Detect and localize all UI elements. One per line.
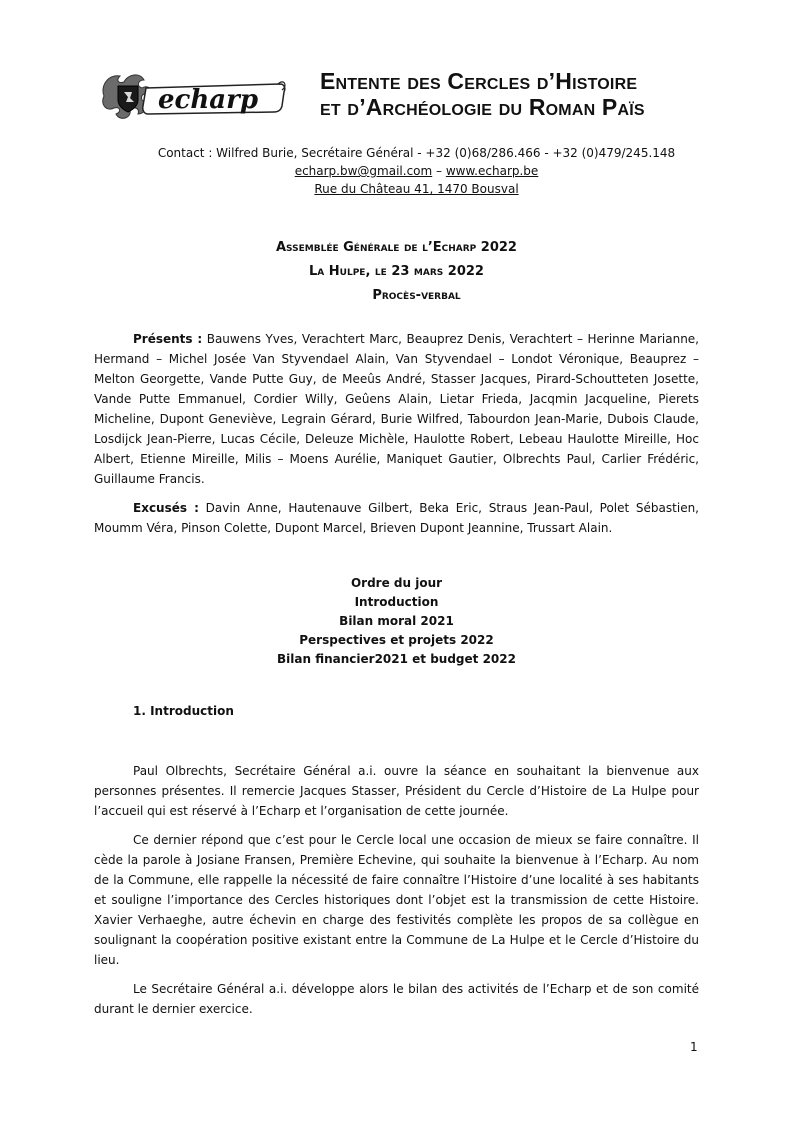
document-type: Procès-verbal — [372, 288, 461, 303]
logo-wordmark: echarp — [158, 85, 259, 115]
section-heading: 1. Introduction — [133, 704, 234, 718]
document-heading — [0, 236, 793, 308]
paragraph: Ce dernier répond que c’est pour le Cercle local une occasion de mieux se faire connaître. Il cède la parole à Josiane Fransen, Première Echevine, qui souhaite la bienvenue à l’Echarp. Au nom de la Commune, elle rappelle la nécessité de faire connaître l’Histoire d’une localité à ses habitants et souligne l’importance des Cercles historiques dont l’objet est la transmission de cette Histoire. Xavier Verhaeghe, autre échevin en charge des festivités complète les propos de sa collègue en soulignant la coopération positive existant entre la Commune de La Hulpe et le Cercle d’Histoire du lieu. — [94, 833, 699, 967]
excused-list: Davin Anne, Hautenauve Gilbert, Beka Eric, Straus Jean-Paul, Polet Sébastien, Moumm Véra, Pinson Colette, Dupont Marcel, Brieven Dupont Jeannine, Trussart Alain. — [94, 501, 699, 535]
present-list: Bauwens Yves, Verachtert Marc, Beauprez Denis, Verachtert – Herinne Marianne, Hermand – Michel Josée Van Styvendael Alain, Van Styvendael – Londot Véronique, Beauprez – Melton Georgette, Vande Putte Guy, de Meeûs André, Stasser Jacques, Pirard-Schoutteten Josette, Vande Putte Emmanuel, Cordier Willy, Geûens Alain, Lietar Frieda, Jacqmin Jacqueline, Pierets Micheline, Dupont Geneviève, Legrain Gérard, Burie Wilfred, Tabourdon Jean-Marie, Dubois Claude, Losdijck Jean-Pierre, Lucas Cécile, Deleuze Michèle, Haulotte Robert, Lebeau Haulotte Mireille, Hoc Albert, Etienne Mireille, Milis – Moens Aurélie, Maniquet Gautier, Olbrechts Paul, Carlier Frédéric, Guillaume Francis. — [94, 332, 699, 486]
page-number: 1 — [690, 1040, 698, 1054]
agenda-item: Perspectives et projets 2022 — [299, 633, 494, 647]
present-label: Présents : — [133, 332, 203, 346]
paragraph: Paul Olbrechts, Secrétaire Général a.i. ouvre la séance en souhaitant la bienvenue aux personnes présentes. Il remercie Jacques Stasser, Président du Cercle d’Histoire de La Hulpe pour l’accueil qui est réservé à l’Echarp et l’organisation de cette journée. — [94, 764, 699, 818]
website-link[interactable]: www.echarp.be — [445, 164, 539, 178]
present-paragraph — [94, 329, 699, 489]
agenda-item: Bilan financier2021 et budget 2022 — [277, 652, 516, 666]
contact-block — [0, 144, 793, 198]
agenda-item: Bilan moral 2021 — [339, 614, 454, 628]
echarp-logo — [98, 66, 288, 126]
contact-separator: – — [432, 164, 446, 178]
organization-title-line-1: Entente des Cercles d’Histoire — [320, 68, 638, 94]
excused-label: Excusés : — [133, 501, 199, 515]
email-link[interactable]: echarp.bw@gmail.com — [294, 164, 433, 178]
echarp-logo-graphic — [98, 66, 288, 126]
organization-title-line-2: et d’Archéologie du Roman Païs — [320, 94, 645, 120]
contact-address: Rue du Château 41, 1470 Bousval — [314, 182, 519, 196]
document-title: Assemblée Générale de l’Echarp 2022 — [276, 240, 517, 255]
document-place-date: La Hulpe, le 23 mars 2022 — [309, 264, 484, 279]
paragraph: Le Secrétaire Général a.i. développe alors le bilan des activités de l’Echarp et de son comité durant le dernier exercice. — [94, 982, 699, 1016]
agenda-item: Introduction — [354, 595, 439, 609]
agenda — [0, 574, 793, 669]
attendance-section — [94, 329, 699, 547]
organization-title — [320, 68, 645, 120]
section-body — [94, 761, 699, 1028]
excused-paragraph — [94, 498, 699, 538]
contact-line: Contact : Wilfred Burie, Secrétaire Général - +32 (0)68/286.466 - +32 (0)479/245.148 — [157, 146, 676, 160]
contact-web-line — [0, 162, 793, 180]
agenda-title: Ordre du jour — [350, 576, 443, 590]
